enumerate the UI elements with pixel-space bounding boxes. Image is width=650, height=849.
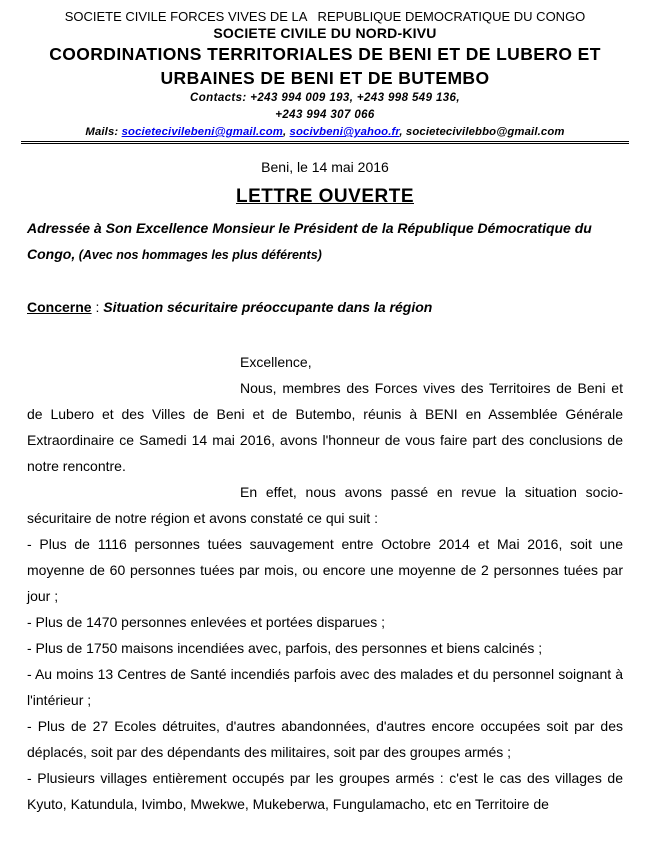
subject-label: Concerne (27, 299, 92, 315)
paragraph-1 (27, 375, 623, 479)
mail-separator: , (282, 126, 290, 138)
paragraph-1-text: Nous, membres des Forces vives des Territoires de Beni et de Lubero et des Villes de Beni et de Butembo, réunis à BENI en Assemblée Générale Extraordinaire ce Samedi 14 mai 2016, avons l'honneur de vous faire part des conclusions de notre rencontre. (27, 380, 623, 474)
mail-link-beni-gmail[interactable]: societecivilebeni@gmail.com (121, 126, 283, 138)
list-item: - Plus de 1470 personnes enlevées et portées disparues ; (27, 614, 386, 630)
letter-title: LETTRE OUVERTE (235, 186, 414, 207)
subject-separator: : (91, 299, 104, 315)
subject-line (27, 297, 623, 317)
list-item: - Plus de 1116 personnes tuées sauvagement entre Octobre 2014 et Mai 2016, soit une moyenne de 60 personnes tuées par mois, ou encore une moyenne de 2 personnes tuées par jour ; (27, 536, 623, 604)
coordinations-line-1: COORDINATIONS TERRITORIALES DE BENI ET DE LUBERO ET (49, 44, 601, 64)
list-item: - Plus de 1750 maisons incendiées avec, parfois, des personnes et biens calcinés ; (27, 640, 543, 656)
mails-line (21, 124, 629, 144)
contacts-line-1: Contacts: +243 994 009 193, +243 998 549 136, (190, 92, 460, 104)
paragraph-2 (27, 479, 623, 531)
list-item: - Plus de 27 Ecoles détruites, d'autres abandonnées, d'autres encore occupées soit par des déplacés, soit par des dépendants des militaires, soit par des groupes armés ; (27, 718, 623, 760)
letterhead (27, 0, 623, 144)
contacts-line-2: +243 994 307 066 (275, 109, 375, 121)
paragraph-2-text: En effet, nous avons passé en revue la situation socio-sécuritaire de notre région et avons constaté ce qui suit : (27, 484, 623, 526)
letter-body (27, 349, 623, 817)
list-item: - Au moins 13 Centres de Santé incendiés parfois avec des malades et du personnel soignant à l'intérieur ; (27, 666, 623, 708)
addressee (27, 215, 623, 268)
mail-separator: , (399, 126, 406, 138)
organization-line: SOCIETE CIVILE FORCES VIVES DE LA REPUBLIQUE DEMOCRATIQUE DU CONGO (64, 9, 586, 24)
salutation: Excellence, (240, 354, 312, 370)
addressee-courtesy: (Avec nos hommages les plus déférents) (75, 248, 322, 262)
letter-date: Beni, le 14 mai 2016 (261, 159, 389, 175)
regional-org-line: SOCIETE CIVILE DU NORD-KIVU (213, 25, 437, 41)
mail-link-yahoo[interactable]: socivbeni@yahoo.fr (289, 126, 400, 138)
mail-butembo: societecivilebbo@gmail.com (405, 126, 565, 138)
list-item: - Plusieurs villages entièrement occupés par les groupes armés : c'est le cas des villages de Kyuto, Katundula, Ivimbo, Mwekwe, Mukeberwa, Fungulamacho, etc en Territoire de (27, 770, 623, 812)
mails-label: Mails: (85, 126, 122, 138)
coordinations-line-2: URBAINES DE BENI ET DE BUTEMBO (160, 68, 490, 88)
addressee-main: Adressée à Son Excellence Monsieur le Président de la République Démocratique du Congo, (27, 220, 592, 262)
subject-text: Situation sécuritaire préoccupante dans la région (103, 299, 433, 315)
